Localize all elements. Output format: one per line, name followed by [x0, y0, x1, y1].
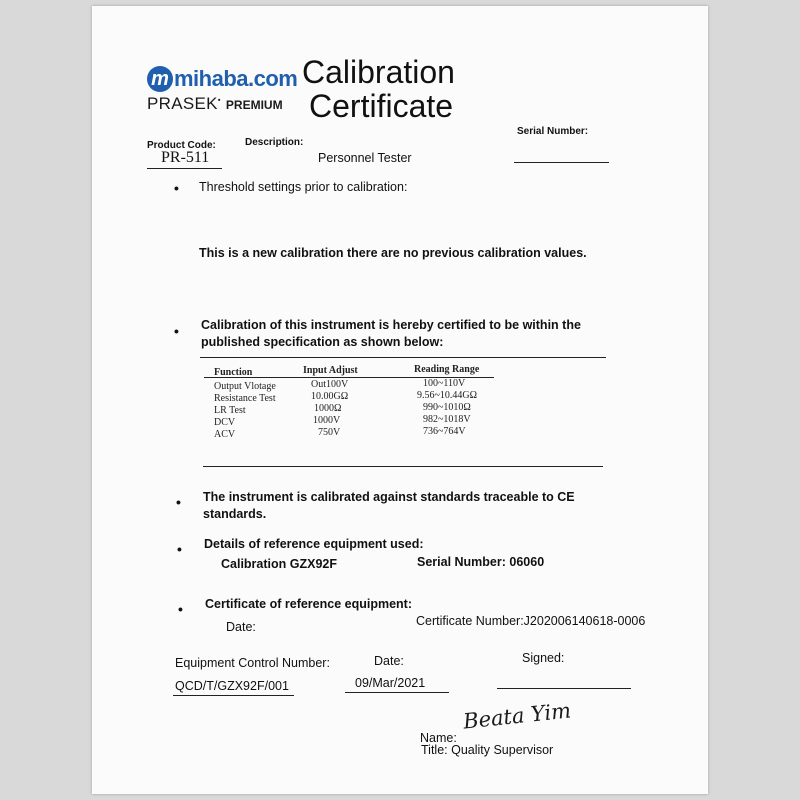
traceable-line-1: The instrument is calibrated against standards traceable to CE	[203, 490, 575, 504]
brand-subline: PRASEK• PREMIUM	[147, 94, 283, 113]
table-cell: 1000Ω	[314, 403, 342, 414]
reference-cert-number: Certificate Number:J202006140618-0006	[416, 614, 646, 628]
table-cell: Resistance Test	[214, 393, 276, 404]
table-cell: 750V	[318, 427, 341, 438]
table-cell: 10.00GΩ	[311, 391, 349, 402]
date-underline	[345, 692, 449, 693]
table-cell: 9.56~10.44GΩ	[417, 390, 478, 401]
table-cell: 990~1010Ω	[423, 402, 471, 413]
threshold-heading: Threshold settings prior to calibration:	[199, 180, 408, 194]
description-value: Personnel Tester	[318, 151, 412, 165]
reference-serial: Serial Number: 06060	[417, 555, 545, 569]
reference-calibration: Calibration GZX92F	[221, 557, 337, 571]
title-quality-supervisor: Title: Quality Supervisor	[421, 743, 554, 757]
table-top-rule	[200, 357, 606, 358]
brand-name: mihaba.com	[174, 66, 298, 91]
new-calibration-note: This is a new calibration there are no previous calibration values.	[199, 246, 587, 260]
certified-line-2: published specification as shown below:	[201, 335, 444, 349]
reference-cert-date: Date:	[226, 620, 256, 634]
serial-number-line	[514, 162, 609, 163]
table-header-range: Reading Range	[414, 364, 480, 375]
table-cell: ACV	[214, 429, 236, 440]
traceable-line-2: standards.	[203, 507, 267, 521]
brand-prasek: PRASEK	[147, 94, 218, 113]
product-code-label: Product Code:	[147, 140, 216, 151]
signed-label: Signed:	[522, 651, 565, 665]
reference-heading: Details of reference equipment used:	[204, 537, 424, 551]
product-code-value: PR-511	[161, 149, 210, 166]
signature: Beata Yim	[462, 698, 573, 734]
signed-line	[497, 688, 631, 689]
mihaba-logo-icon: m	[147, 66, 173, 92]
table-header-input: Input Adjust	[303, 365, 358, 376]
product-code-underline	[147, 168, 222, 169]
title-line-2: Certificate	[309, 88, 454, 124]
date-label: Date:	[374, 654, 404, 668]
bullet-icon: •	[178, 601, 183, 617]
table-cell: 100~110V	[423, 378, 466, 389]
control-number-underline	[173, 695, 294, 696]
certified-line-1: Calibration of this instrument is hereby certified to be within the	[201, 318, 581, 332]
bullet-icon: •	[177, 541, 182, 557]
date-value: 09/Mar/2021	[355, 676, 426, 690]
description-label: Description:	[245, 137, 304, 148]
table-bottom-rule	[203, 466, 603, 467]
control-number-label: Equipment Control Number:	[175, 656, 330, 670]
bullet-icon: •	[174, 323, 179, 339]
table-cell: 1000V	[313, 415, 341, 426]
table-cell: LR Test	[214, 405, 246, 416]
table-cell: DCV	[214, 417, 236, 428]
reference-cert-heading: Certificate of reference equipment:	[205, 597, 412, 611]
control-number-value: QCD/T/GZX92F/001	[175, 679, 289, 693]
bullet-icon: •	[176, 494, 181, 510]
serial-number-label: Serial Number:	[517, 126, 589, 137]
table-cell: 736~764V	[423, 426, 466, 437]
bullet-icon: •	[174, 180, 179, 196]
brand-premium: PREMIUM	[225, 98, 283, 112]
table-cell: Output Vlotage	[214, 381, 276, 392]
table-cell: 982~1018V	[423, 414, 471, 425]
name-label: Name:	[420, 731, 457, 745]
table-header-function: Function	[214, 367, 253, 378]
table-cell: Out100V	[311, 379, 349, 390]
title-line-1: Calibration	[302, 54, 455, 90]
